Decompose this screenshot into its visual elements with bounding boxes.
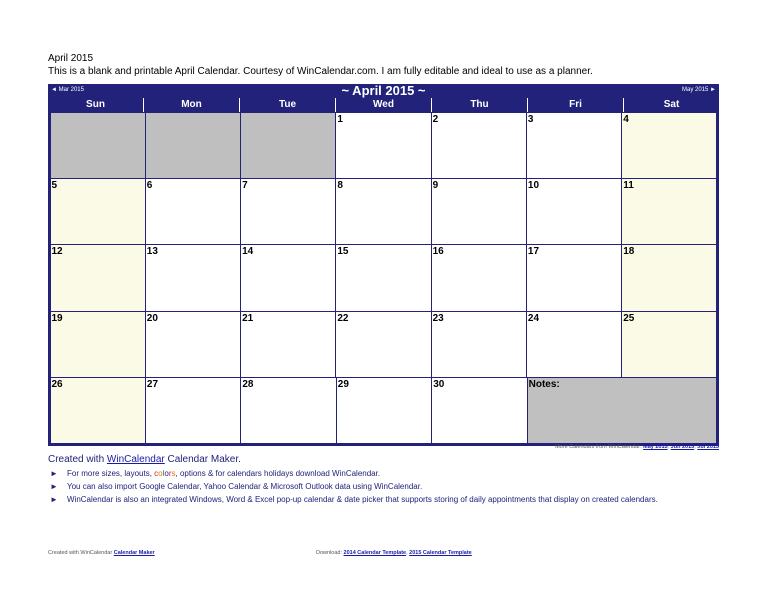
list-item	[50, 480, 710, 493]
day-cell[interactable]	[431, 178, 527, 245]
day-cell[interactable]	[336, 377, 432, 444]
calendar-maker-link[interactable]: Calendar Maker	[113, 550, 155, 556]
week-row	[50, 178, 717, 244]
day-number: 10	[527, 179, 540, 191]
week-row	[50, 112, 717, 178]
info-bullet-list	[50, 467, 710, 506]
day-number: 21	[242, 312, 254, 324]
notes-label: Notes:	[528, 379, 560, 391]
more-calendars-line: More Calendars from WinCalendar: May 2015, Jun 2015, Jul 2015	[555, 444, 719, 450]
day-number: 8	[337, 179, 343, 191]
bullet-text-post: , options & for calendars holidays download WinCalendar.	[175, 469, 381, 478]
day-number: 25	[623, 312, 635, 324]
day-number: 11	[623, 179, 634, 191]
arrow-right-icon: ►	[50, 482, 58, 491]
day-cell[interactable]	[335, 311, 431, 378]
calendar-title-bar	[48, 84, 719, 98]
weekday-sun: Sun	[86, 99, 105, 110]
month-title: ~ April 2015 ~	[341, 83, 426, 98]
weekday-wed: Wed	[335, 98, 431, 112]
template-2015-link[interactable]: 2015 Calendar Template	[409, 550, 472, 556]
next-month-link[interactable]: May 2015 ►	[682, 87, 716, 93]
wincalendar-link[interactable]: WinCalendar	[106, 454, 165, 465]
day-cell-empty	[145, 112, 241, 179]
template-2014-link[interactable]: 2014 Calendar Template	[343, 550, 407, 556]
day-number: 4	[623, 113, 629, 125]
bullet-text: You can also import Google Calendar, Yahoo Calendar & Microsoft Outlook data using WinCalendar.	[67, 482, 423, 491]
day-number: 13	[146, 246, 158, 258]
arrow-right-icon: ►	[50, 469, 58, 478]
created-with-line	[48, 454, 241, 465]
day-cell[interactable]	[621, 112, 717, 179]
footer-separator: ,	[406, 550, 408, 556]
day-cell[interactable]	[240, 178, 336, 245]
day-number: 6	[146, 179, 153, 191]
day-cell[interactable]	[526, 112, 622, 179]
week-row	[50, 311, 717, 377]
bullet-text-pre: For more sizes, layouts,	[67, 469, 152, 478]
day-cell[interactable]	[240, 311, 336, 378]
week-row	[50, 245, 717, 311]
day-cell[interactable]	[431, 311, 527, 378]
page-title: April 2015	[48, 53, 94, 64]
weekday-mon: Mon	[143, 98, 239, 112]
day-number: 1	[337, 113, 343, 125]
page-subtitle: This is a blank and printable April Calendar. Courtesy of WinCalendar.com. I am fully editable and ideal to use as a planner.	[48, 66, 593, 77]
day-number: 28	[242, 379, 254, 391]
day-number: 18	[623, 246, 635, 258]
day-cell[interactable]	[526, 244, 622, 311]
day-number: 17	[527, 246, 540, 258]
day-cell-empty	[240, 112, 336, 179]
day-number: 29	[337, 379, 349, 391]
day-cell[interactable]	[526, 311, 622, 378]
day-number: 26	[51, 379, 63, 391]
colors-word: colors	[154, 469, 176, 478]
day-number: 27	[146, 379, 159, 391]
footer-left	[48, 550, 155, 556]
link-may-2015[interactable]: May 2015	[643, 444, 668, 450]
day-cell[interactable]	[50, 178, 146, 245]
link-jun-2015[interactable]: Jun 2015	[670, 444, 695, 450]
day-cell[interactable]	[621, 244, 717, 311]
day-cell[interactable]	[50, 377, 146, 444]
day-number: 3	[527, 113, 534, 125]
weekday-sat: Sat	[623, 98, 719, 112]
day-cell[interactable]	[145, 178, 241, 245]
day-cell[interactable]	[50, 244, 146, 311]
day-cell[interactable]	[621, 311, 717, 378]
weekday-fri: Fri	[527, 98, 623, 112]
day-cell[interactable]	[431, 244, 527, 311]
weekday-thu: Thu	[431, 98, 527, 112]
day-cell[interactable]	[526, 178, 622, 245]
day-number: 14	[242, 246, 254, 258]
day-cell[interactable]	[240, 244, 336, 311]
footer-left-prefix: Created with WinCalendar	[48, 550, 113, 556]
footer-download-prefix: Download:	[316, 550, 342, 556]
day-cell[interactable]	[145, 311, 241, 378]
day-number: 15	[337, 246, 349, 258]
created-prefix: Created with	[48, 454, 105, 465]
day-number: 22	[337, 312, 349, 324]
day-number: 24	[527, 312, 540, 324]
weekday-tue: Tue	[239, 98, 335, 112]
calendar-grid	[48, 112, 719, 446]
prev-month-link[interactable]: ◄ Mar 2015	[51, 87, 84, 93]
bullet-text: WinCalendar is also an integrated Windows, Word & Excel pop-up calendar & date picker that supports storing of daily appointments that display on created calendars.	[67, 495, 658, 504]
notes-cell[interactable]	[527, 377, 718, 444]
day-number: 20	[146, 312, 158, 324]
day-number: 5	[51, 179, 58, 191]
day-number: 16	[432, 246, 444, 258]
day-cell[interactable]	[335, 178, 431, 245]
page-heading	[48, 52, 593, 78]
day-cell[interactable]	[335, 112, 431, 179]
footer-download	[316, 550, 472, 556]
list-item	[50, 493, 710, 506]
day-cell[interactable]	[50, 311, 146, 378]
day-number: 12	[51, 246, 63, 258]
day-cell[interactable]	[431, 377, 527, 444]
day-cell[interactable]	[145, 377, 241, 444]
day-cell-empty	[50, 112, 146, 179]
week-row	[50, 378, 717, 444]
day-cell[interactable]	[145, 244, 241, 311]
day-number: 9	[432, 179, 439, 191]
day-number: 30	[433, 379, 445, 391]
more-calendars-prefix: More Calendars from WinCalendar:	[555, 444, 642, 450]
day-cell[interactable]	[431, 112, 527, 179]
day-cell[interactable]	[240, 377, 336, 444]
day-cell[interactable]	[335, 244, 431, 311]
day-cell[interactable]	[621, 178, 717, 245]
day-number: 7	[242, 179, 248, 191]
day-number: 2	[432, 113, 439, 125]
link-jul-2015[interactable]: Jul 2015	[697, 444, 719, 450]
day-number: 19	[51, 312, 63, 324]
created-suffix: Calendar Maker.	[167, 454, 241, 465]
list-item	[50, 467, 710, 480]
weekday-header-row	[48, 98, 719, 112]
calendar	[48, 84, 719, 446]
arrow-right-icon: ►	[50, 495, 58, 504]
day-number: 23	[432, 312, 444, 324]
